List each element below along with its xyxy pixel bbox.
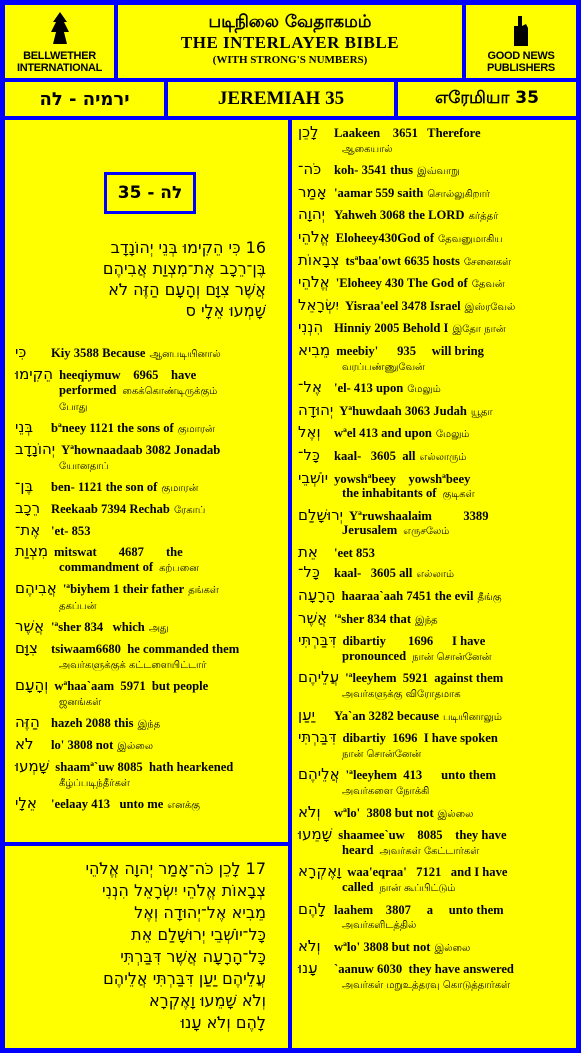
- hebrew-word: אֲשֶׁר: [15, 617, 45, 635]
- tamil-gloss: ரேகாப்: [173, 505, 206, 516]
- gloss: Yªhuwdaah 3063 Judah: [339, 403, 467, 418]
- title-subtitle: (WITH STRONG'S NUMBERS): [212, 54, 368, 66]
- gloss-continuation: [298, 843, 570, 860]
- hebrew-word: בְּנֵי: [15, 418, 34, 436]
- gloss: kaal- 3605 all: [334, 448, 416, 463]
- title-block: [118, 5, 462, 78]
- verse17-hebrew: [85, 858, 266, 1034]
- tamil-gloss: ஆகையால்: [342, 143, 393, 155]
- hebrew-word: דִּבַּרְתִּי: [298, 728, 337, 747]
- tamil-gloss: எனக்கு: [167, 800, 201, 811]
- hebrew-word: כֹּה־: [298, 160, 322, 179]
- hebrew-verse-line: שָׁמְעוּ אֵלָי ס: [185, 301, 266, 320]
- gloss: laahem 3807 a unto them: [334, 902, 504, 917]
- gloss: Hinniy 2005 Behold I: [334, 321, 449, 336]
- hebrew-word: וְלֹא: [298, 802, 321, 821]
- hebrew-word: הִנְנִי: [298, 318, 324, 337]
- hebrew-word: יְהוָה: [298, 205, 326, 224]
- hebrew-word: עָנוּ: [298, 959, 318, 978]
- word-entry: [15, 420, 280, 437]
- word-entry: [298, 936, 570, 957]
- tamil-gloss: இந்த: [415, 614, 438, 626]
- book-bar-hebrew: ירמיה - לה: [5, 82, 164, 116]
- hebrew-word: עֲלֵיהֶם: [298, 668, 340, 687]
- hebrew-word: כִּי: [15, 343, 27, 361]
- hebrew-word: יְהוּדָה: [298, 400, 334, 419]
- word-entry: [298, 207, 570, 225]
- hebrew-word: שָׁמֵעוּ: [298, 825, 333, 844]
- gloss: Yahweh 3068 the LORD: [334, 208, 465, 223]
- gloss-continuation: [15, 657, 280, 673]
- hebrew-word: אֲלֵיהֶם: [298, 765, 340, 784]
- word-entry: [298, 767, 570, 799]
- word-entry: [298, 227, 570, 248]
- bellwether-logo: [5, 5, 114, 78]
- gloss: lo' 3808 not: [51, 738, 114, 752]
- tamil-gloss: கீழ்ப்படிந்தீர்கள்: [59, 778, 130, 789]
- tamil-gloss: சேனைகள்: [463, 256, 512, 268]
- gloss: dibartiy 1696 I have: [342, 634, 486, 649]
- word-entry: [298, 445, 570, 466]
- hebrew-word: דִּבַּרְתִּי: [298, 631, 337, 650]
- tamil-gloss: தேவன்: [471, 279, 505, 291]
- hebrew-verse-line: וְלֹא שָׁמֵעוּ וָאֶקְרָא: [148, 991, 266, 1010]
- tamil-gloss: சொல்லுகிறார்: [427, 188, 490, 200]
- hebrew-word: אֶת־: [15, 521, 41, 539]
- tamil-gloss: இவ்வாறு: [417, 166, 460, 178]
- tamil-gloss: அவர்களுக்கு விரோதமாக: [342, 689, 461, 701]
- word-entry: [298, 425, 570, 443]
- gloss: koh- 3541 thus: [334, 163, 414, 178]
- gloss: Eloheey430God of: [335, 230, 435, 245]
- gloss: Yªhownaadaab 3082 Jonadab: [61, 443, 221, 457]
- word-entry: [298, 864, 570, 896]
- hebrew-word: וְאֶל: [298, 423, 321, 442]
- hebrew-word: לֹא: [15, 735, 34, 753]
- gloss-continuation: [15, 775, 280, 791]
- gloss: Jerusalem: [342, 523, 398, 538]
- tamil-gloss: மேலும்: [435, 429, 470, 441]
- hebrew-word: אָמַר: [298, 182, 327, 201]
- hebrew-verse-line: לָהֶם וְלֹא עָנוּ: [180, 1013, 266, 1032]
- gloss: 'el- 413 upon: [334, 381, 404, 396]
- hebrew-word: אֶל־: [298, 378, 322, 397]
- word-entry: [15, 544, 280, 576]
- tamil-gloss: எருசலேம்: [403, 526, 450, 538]
- hebrew-verse-line: 17 לָכֵן כֹּה־אָמַר יְהוָה אֱלֹהֵי: [85, 859, 266, 878]
- hebrew-word: וְהָעָם: [15, 676, 49, 694]
- hebrew-word: מִצְוַת: [15, 542, 49, 560]
- good-news-logo-text: GOOD NEWS PUBLISHERS: [487, 49, 555, 74]
- word-entry: [298, 961, 570, 993]
- word-entry: [15, 523, 280, 539]
- hebrew-word: הָרָעָה: [298, 586, 336, 605]
- tamil-gloss: தேவனுமாகிய: [438, 233, 503, 245]
- word-entry: [298, 275, 570, 293]
- gloss: meebiy' 935 will bring: [336, 343, 484, 358]
- tamil-gloss: படியினாலும்: [442, 711, 502, 723]
- hebrew-word: יוֹשְׁבֵי: [298, 468, 329, 487]
- word-entry: [298, 730, 570, 762]
- word-entry: [298, 899, 570, 934]
- word-entry: [298, 295, 570, 316]
- gloss-continuation: [15, 383, 280, 399]
- gloss: haaraa`aah 7451 the evil: [341, 589, 474, 604]
- gloss: 'ªleeyhem 413 unto them: [345, 768, 497, 783]
- tamil-gloss: போது: [59, 402, 88, 413]
- word-entry: [15, 678, 280, 710]
- word-entry: [15, 479, 280, 496]
- hebrew-word: אֱלֹהֵי: [298, 273, 330, 292]
- hebrew-word: בֶּן־: [15, 477, 34, 495]
- word-entry: [15, 345, 280, 362]
- hebrew-word: הַזֶּה: [15, 713, 40, 731]
- hebrew-verse-line: עֲלֵיהֶם יַעַן דִּבַּרְתִּי אֲלֵיהֶם: [103, 969, 266, 988]
- title-tamil: படிநிலை வேதாகமம்: [208, 12, 372, 32]
- tamil-gloss: நான் கூப்பிட்டும்: [379, 882, 456, 894]
- tamil-gloss: ஜனங்கள்: [59, 697, 102, 708]
- word-entry: [298, 468, 570, 503]
- hebrew-word: יְרוּשָׁלִַם: [298, 505, 344, 524]
- word-entry: [298, 608, 570, 629]
- verse16-hebrew: [103, 237, 266, 321]
- gloss-continuation: [298, 880, 570, 897]
- gloss: commandment of: [59, 560, 154, 574]
- hebrew-word: וְלֹא: [298, 936, 321, 955]
- word-entry: [298, 505, 570, 540]
- bellwether-logo-text: BELLWETHER INTERNATIONAL: [16, 49, 103, 74]
- gloss: Laakeen 3651 Therefore: [334, 126, 481, 140]
- hebrew-word: כָּל־: [298, 445, 320, 464]
- gloss: 'Eloheey 430 The God of: [335, 276, 468, 291]
- word-entry: [298, 670, 570, 702]
- gloss: called: [342, 879, 374, 894]
- gloss: wªel 413 and upon: [334, 426, 432, 441]
- gloss: Kiy 3588 Because: [51, 346, 146, 360]
- hebrew-word: אֵת: [298, 542, 318, 561]
- gloss: wªhaa`aam 5971 but people: [54, 679, 209, 693]
- gloss: Yªruwshaalaim 3389: [349, 508, 489, 523]
- gloss-continuation: [15, 560, 280, 576]
- gloss-continuation: [298, 141, 570, 158]
- gloss: Ya`an 3282 because: [334, 708, 439, 723]
- gloss: heard: [342, 842, 374, 857]
- word-entry: [15, 619, 280, 636]
- gloss: 'ªleeyhem 5921 against them: [345, 671, 504, 686]
- good-news-logo: [466, 5, 576, 78]
- hebrew-word: לָכֵן: [298, 123, 319, 141]
- gloss: 'eelaay 413 unto me: [51, 797, 164, 811]
- gloss: shaamee`uw 8085 they have: [338, 828, 507, 843]
- word-entry: [15, 367, 280, 415]
- gloss: 'aamar 559 saith: [334, 185, 424, 200]
- tamil-gloss: குடிகள்: [442, 489, 475, 501]
- gloss-continuation: [298, 746, 570, 763]
- word-entry: [298, 125, 570, 157]
- word-entry: [298, 827, 570, 859]
- gloss: tsªbaa'owt 6635 hosts: [345, 253, 460, 268]
- tamil-gloss: தீங்கு: [477, 592, 502, 604]
- good-news-hand-icon: [508, 10, 534, 50]
- tamil-gloss: யூதா: [470, 406, 493, 418]
- tamil-gloss: எல்லாம்: [416, 569, 455, 581]
- tamil-gloss: வரப்பண்ணுவேன்: [342, 361, 425, 373]
- book-bar-tamil: எரேமியா 35: [398, 82, 576, 116]
- gloss: tsiwaam6680 he commanded them: [51, 642, 240, 656]
- word-entry: [15, 581, 280, 614]
- gloss: 'ªsher 834 which: [51, 620, 145, 634]
- gloss: kaal- 3605 all: [334, 566, 413, 581]
- bellwether-ram-icon: [47, 10, 73, 50]
- book-bar-english: JEREMIAH 35: [168, 82, 394, 116]
- title-english: THE INTERLAYER BIBLE: [180, 33, 400, 52]
- hebrew-verse-line: בֶּן־רֵכָב אֶת־מִצְוַת אֲבִיהֶם: [102, 259, 266, 278]
- tamil-gloss: கைக்கொண்டிருக்கும்: [122, 386, 218, 397]
- tamil-gloss: இஸ்ரவேல்: [464, 301, 516, 313]
- verse17-word-list: [298, 125, 570, 999]
- gloss-continuation: [298, 523, 570, 540]
- tamil-gloss: அது: [148, 623, 169, 634]
- word-entry: [298, 565, 570, 583]
- gloss: pronounced: [342, 648, 407, 663]
- gloss: mitswat 4687 the: [54, 545, 183, 559]
- tamil-gloss: அவர்கள் கேட்டார்கள்: [379, 845, 480, 857]
- gloss: yowshªbeey yowshªbeey: [334, 471, 471, 486]
- chapter-badge: לה - 35: [104, 172, 196, 214]
- word-entry: [298, 340, 570, 375]
- word-entry: [15, 759, 280, 791]
- word-entry: [298, 250, 570, 271]
- verse17-panel: [292, 120, 576, 1048]
- hebrew-verse-line: מֵבִיא אֶל־יְהוּדָה וְאֶל: [134, 903, 266, 922]
- hebrew-word: לָהֶם: [298, 899, 327, 918]
- hebrew-word: שָׁמְעוּ: [15, 757, 50, 775]
- hebrew-verse-line: אֲשֶׁר צִוָּם וְהָעָם הַזֶּה לֹא: [108, 280, 266, 299]
- word-entry: [298, 633, 570, 665]
- hebrew-word: רֵכָב: [15, 499, 41, 517]
- gloss-continuation: [15, 458, 280, 474]
- gloss-continuation: [298, 686, 570, 703]
- hebrew-word: אֵלָי: [15, 794, 37, 812]
- hebrew-word: אֱלֹהֵי: [298, 227, 330, 246]
- gloss: 'et- 853: [51, 524, 91, 538]
- gloss: performed: [59, 383, 117, 397]
- word-entry: [15, 501, 280, 518]
- gloss: bªneey 1121 the sons of: [51, 421, 174, 435]
- word-entry: [298, 588, 570, 606]
- gloss: heeqiymuw 6965 have: [59, 368, 197, 382]
- verse16-panel: [5, 120, 288, 842]
- gloss-continuation: [298, 486, 570, 503]
- gloss: shaamª`uw 8085 hath hearkened: [55, 760, 234, 774]
- gloss-continuation: [298, 649, 570, 666]
- hebrew-word: הֵקִימוּ: [15, 365, 54, 383]
- gloss: `aanuw 6030 they have answered: [334, 962, 514, 977]
- tamil-gloss: தங்கள்: [188, 585, 219, 596]
- hebrew-word: וָאֶקְרָא: [298, 862, 342, 881]
- gloss: ben- 1121 the son of: [51, 480, 158, 494]
- hebrew-verse-line: צְבָאוֹת אֱלֹהֵי יִשְׂרָאֵל הִנְנִי: [102, 881, 266, 900]
- tamil-gloss: இல்லை: [437, 808, 474, 820]
- gloss: 'ªsher 834 that: [334, 611, 412, 626]
- gloss: Reekaab 7394 Rechab: [51, 502, 170, 516]
- hebrew-word: אֲבִיהֶם: [15, 579, 57, 597]
- verse16-word-list: [15, 345, 280, 818]
- tamil-gloss: குமாரன்: [177, 424, 215, 435]
- gloss: the inhabitants of: [342, 486, 437, 501]
- hebrew-word: אֲשֶׁר: [298, 608, 328, 627]
- hebrew-word: יַעַן: [298, 705, 315, 724]
- hebrew-verse-line: 16 כִּי הֵקִימוּ בְּנֵי יְהוֹנָדָב: [110, 238, 266, 257]
- hebrew-word: יִשְׂרָאֵל: [298, 295, 340, 314]
- verse17-hebrew-panel: [5, 846, 288, 1048]
- gloss: wªlo' 3808 but not: [334, 939, 431, 954]
- tamil-gloss: அவர்களிடத்தில்: [342, 920, 417, 932]
- tamil-gloss: இந்த: [137, 719, 161, 730]
- gloss-continuation: [298, 977, 570, 994]
- word-entry: [15, 641, 280, 673]
- tamil-gloss: அவர்களை நோக்கி: [342, 786, 430, 797]
- tamil-gloss: இதோ நான்: [452, 324, 506, 336]
- gloss: hazeh 2088 this: [51, 716, 134, 730]
- tamil-gloss: நான் சொன்னேன்: [412, 651, 492, 663]
- gloss-continuation: [298, 917, 570, 934]
- gloss: 'eet 853: [334, 545, 375, 560]
- word-entry: [298, 400, 570, 421]
- gloss: 'ªbiyhem 1 their father: [62, 582, 185, 596]
- word-entry: [298, 162, 570, 180]
- gloss-continuation: [15, 399, 280, 415]
- gloss-continuation: [15, 694, 280, 710]
- tamil-gloss: கர்த்தர்: [468, 211, 499, 223]
- tamil-gloss: கற்பனை: [159, 563, 199, 574]
- word-entry: [298, 320, 570, 338]
- gloss: dibartiy 1696 I have spoken: [342, 731, 498, 746]
- tamil-gloss: எல்லாரும்: [419, 451, 467, 463]
- word-entry: [298, 542, 570, 561]
- tamil-gloss: குமாரன்: [161, 483, 199, 494]
- gloss-continuation: [15, 598, 280, 614]
- gloss-continuation: [298, 783, 570, 800]
- word-entry: [298, 802, 570, 823]
- hebrew-verse-line: כָּל־הָרָעָה אֲשֶׁר דִּבַּרְתִּי: [120, 947, 266, 966]
- tamil-gloss: அவர்கள் மறுஉத்தரவு கொடுத்தார்கள்: [342, 979, 511, 991]
- tamil-gloss: தகப்பன்: [59, 601, 97, 612]
- tamil-gloss: மேலும்: [407, 384, 441, 396]
- gloss-continuation: [298, 359, 570, 376]
- hebrew-verse-line: כָּל־יוֹשְׁבֵי יְרוּשָׁלִַם אֵת: [131, 925, 266, 944]
- hebrew-word: מֵבִיא: [298, 340, 331, 359]
- tamil-gloss: இல்லை: [434, 942, 471, 954]
- hebrew-word: צִוָּם: [15, 639, 38, 657]
- word-entry: [15, 796, 280, 813]
- tamil-gloss: இல்லை: [117, 741, 154, 752]
- gloss: Yisraa'eel 3478 Israel: [345, 298, 461, 313]
- word-entry: [15, 715, 280, 732]
- hebrew-word: כָּל־: [298, 563, 320, 582]
- word-entry: [15, 442, 280, 474]
- tamil-gloss: யோனதாப்: [59, 461, 109, 472]
- word-entry: [298, 380, 570, 398]
- tamil-gloss: ஆனபடியினால்: [149, 349, 221, 360]
- word-entry: [298, 182, 570, 203]
- hebrew-word: צְבָאוֹת: [298, 250, 340, 269]
- gloss: wªlo' 3808 but not: [334, 805, 434, 820]
- tamil-gloss: நான் சொன்னேன்: [342, 748, 422, 760]
- gloss: waa'eqraa' 7121 and I have: [347, 865, 508, 880]
- word-entry: [298, 705, 570, 726]
- word-entry: [15, 737, 280, 754]
- tamil-gloss: அவர்களுக்குக் கட்டளையிட்டார்: [59, 660, 207, 671]
- hebrew-word: יְהוֹנָדָב: [15, 440, 56, 458]
